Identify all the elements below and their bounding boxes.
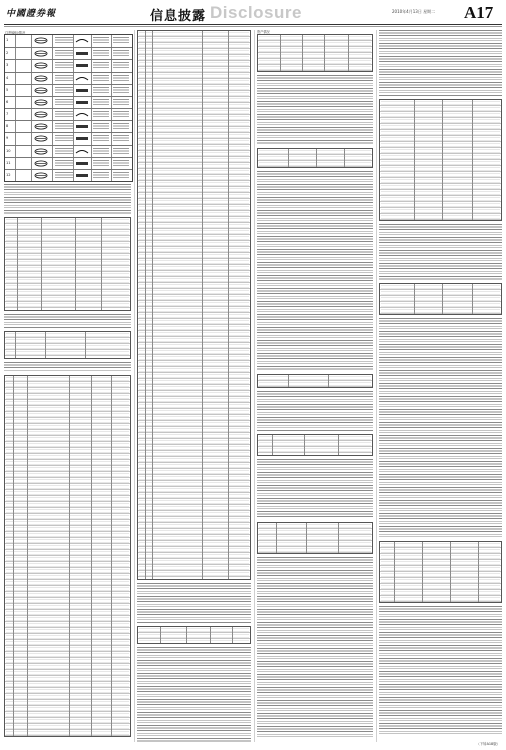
paragraph-block — [257, 391, 373, 431]
trademark-date-cell — [93, 172, 109, 173]
trademark-mark-icon — [75, 37, 89, 44]
masthead-rule — [4, 24, 502, 25]
paragraph-block — [137, 583, 251, 623]
trademark-date-cell — [93, 111, 109, 112]
asset-table — [257, 34, 373, 72]
trademark-class-cell — [55, 75, 73, 76]
trademark-owner-cell — [113, 50, 129, 51]
trademark-logo-icon — [33, 75, 49, 82]
paragraph-block — [379, 318, 502, 538]
trademark-owner-cell — [113, 148, 129, 149]
trademark-owner-cell — [113, 160, 129, 161]
trademark-owner-cell — [113, 172, 129, 173]
trademark-row-number: 2 — [6, 51, 9, 56]
trademark-class-cell — [55, 99, 73, 100]
trademark-date-cell — [93, 123, 109, 124]
trademark-date-cell — [93, 87, 109, 88]
trademark-row-number: 3 — [6, 63, 9, 68]
trademark-logo-icon — [33, 37, 49, 44]
trademark-date-cell — [93, 99, 109, 100]
trademark-date-cell — [93, 37, 109, 38]
trademark-owner-cell — [113, 99, 129, 100]
trademark-class-cell — [55, 135, 73, 136]
trademark-owner-cell — [113, 135, 129, 136]
trademark-mark-icon — [75, 99, 89, 106]
trademark-mark-icon — [75, 62, 89, 69]
trademark-row-number: 5 — [6, 87, 9, 92]
column-2-body — [137, 30, 251, 742]
trademark-date-cell — [93, 75, 109, 76]
trademark-row-number: 8 — [6, 124, 9, 129]
trademark-row-number: 4 — [6, 75, 9, 80]
column-divider — [254, 30, 255, 742]
column-3-body — [257, 30, 373, 742]
trademark-date-cell — [93, 62, 109, 63]
trademark-logo-icon — [33, 111, 49, 118]
equity-table — [257, 148, 373, 168]
trademark-class-cell — [55, 160, 73, 161]
trademark-mark-icon — [75, 111, 89, 118]
trademark-row-number: 7 — [6, 112, 9, 116]
paragraph-block — [4, 314, 131, 328]
trademark-logo-icon — [33, 172, 49, 179]
related-party-table — [257, 374, 373, 388]
paragraph-block — [4, 362, 131, 372]
patent-table — [4, 217, 131, 311]
trademark-row — [5, 169, 132, 182]
trademark-mark-icon — [75, 75, 89, 82]
trademark-logo-icon — [33, 99, 49, 106]
paragraph-block — [257, 171, 373, 371]
trademark-class-cell — [55, 50, 73, 51]
section-title: 信息披露 — [150, 9, 207, 24]
trademark-owner-cell — [113, 37, 129, 38]
trademark-owner-cell — [113, 75, 129, 76]
trademark-row — [5, 96, 132, 109]
trademark-row — [5, 59, 132, 72]
summary-table — [137, 626, 251, 644]
trademark-row-number: 12 — [6, 172, 11, 177]
paragraph-block — [379, 30, 502, 96]
trademark-row — [5, 120, 132, 133]
trademark-row-number: 1 — [6, 38, 9, 42]
trademark-date-cell — [93, 148, 109, 149]
paragraph-block — [257, 75, 373, 145]
trademark-row-number: 6 — [6, 99, 9, 104]
trademark-logo-icon — [33, 148, 49, 155]
trademark-table — [4, 34, 133, 182]
newspaper-logo: 中國證券報 — [6, 9, 57, 19]
license-table — [137, 30, 251, 580]
trademark-mark-icon — [75, 160, 89, 167]
trademark-row — [5, 132, 132, 145]
trademark-mark-icon — [75, 172, 89, 179]
trademark-date-cell — [93, 50, 109, 51]
trademark-date-cell — [93, 160, 109, 161]
trademark-row — [5, 47, 132, 60]
column-1-body — [4, 184, 131, 740]
trademark-mark-icon — [75, 123, 89, 130]
trademark-class-cell — [55, 172, 73, 173]
trademark-owner-cell — [113, 111, 129, 112]
trademark-row-number: 9 — [6, 136, 9, 141]
paragraph-block — [137, 647, 251, 742]
registration-table — [4, 331, 131, 359]
trademark-logo-icon — [33, 123, 49, 130]
trademark-class-cell — [55, 37, 73, 38]
paragraph-block — [257, 459, 373, 519]
trademark-class-cell — [55, 87, 73, 88]
paragraph-block — [257, 557, 373, 737]
trademark-mark-icon — [75, 135, 89, 142]
trademark-class-cell — [55, 111, 73, 112]
column-divider — [134, 30, 135, 742]
trademark-logo-icon — [33, 160, 49, 167]
column-divider — [376, 30, 377, 742]
trademark-date-cell — [93, 135, 109, 136]
trademark-row — [5, 84, 132, 97]
section-title-english: Disclosure — [210, 3, 302, 22]
trademark-row-number: 10 — [6, 148, 11, 153]
trademark-logo-icon — [33, 62, 49, 69]
trademark-owner-cell — [113, 62, 129, 63]
trademark-row — [5, 157, 132, 170]
trademark-table-label: 注册商标情况 — [5, 31, 26, 35]
trademark-logo-icon — [33, 50, 49, 57]
trademark-mark-icon — [75, 50, 89, 57]
column-4-body — [379, 30, 502, 742]
trademark-row-number: 11 — [6, 160, 11, 165]
trademark-mark-icon — [75, 87, 89, 94]
trademark-class-cell — [55, 62, 73, 63]
trademark-class-cell — [55, 148, 73, 149]
financial-table — [257, 522, 373, 554]
certificate-table — [4, 375, 131, 737]
trademark-logo-icon — [33, 135, 49, 142]
trademark-row — [5, 35, 132, 47]
paragraph-block — [4, 184, 131, 214]
page-number: A17 — [464, 3, 494, 22]
issue-date: 2010年4月13日 星期二 — [392, 9, 436, 14]
trademark-class-cell — [55, 123, 73, 124]
trademark-mark-icon — [75, 148, 89, 155]
masthead-rule-thin — [4, 26, 502, 27]
paragraph-block — [379, 606, 502, 736]
table-heading: 资产情况 — [257, 30, 270, 34]
forecast-table — [379, 541, 502, 603]
paragraph-block — [379, 224, 502, 280]
continued-note: （下转A18版） — [476, 742, 500, 746]
masthead — [0, 0, 506, 26]
transaction-table — [257, 434, 373, 456]
trademark-logo-icon — [33, 87, 49, 94]
balance-table — [379, 99, 502, 221]
trademark-owner-cell — [113, 123, 129, 124]
income-table — [379, 283, 502, 315]
trademark-owner-cell — [113, 87, 129, 88]
